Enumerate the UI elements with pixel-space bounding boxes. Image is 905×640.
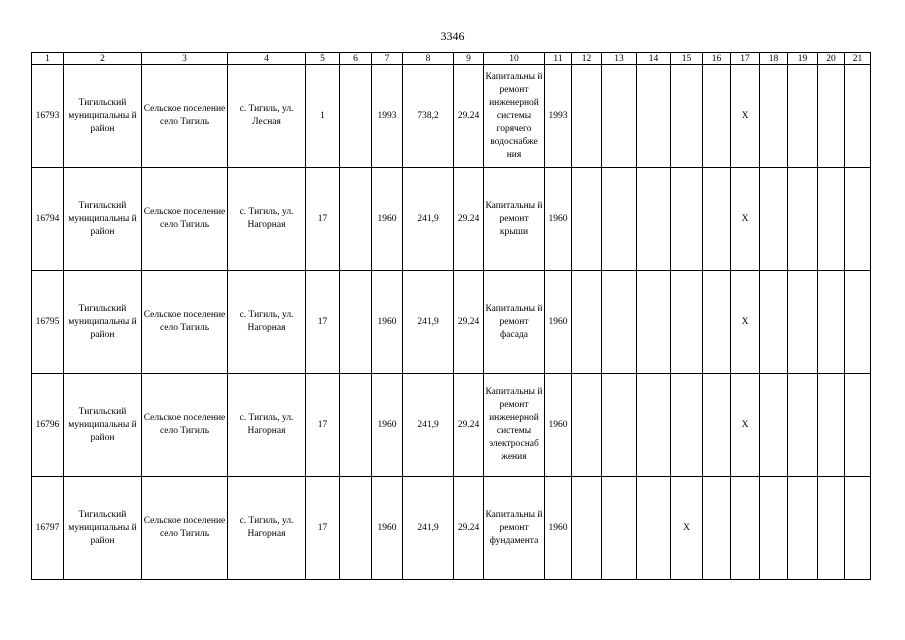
table-cell [760,477,788,580]
table-cell [703,271,731,374]
table-cell: 1993 [372,65,403,168]
table-cell: Капитальны й ремонт фундамента [484,477,545,580]
table-cell [671,168,703,271]
table-cell: Сельское поселение село Тигиль [142,477,228,580]
table-cell: с. Тигиль, ул. Нагорная [228,271,306,374]
column-number-15: 15 [671,53,703,65]
table-row [32,477,871,580]
table-cell: 738,2 [403,65,454,168]
table-cell [845,65,871,168]
table-row [32,65,871,168]
table-cell: 1960 [545,374,572,477]
table-cell [845,168,871,271]
table-cell [602,168,637,271]
table-cell: 1960 [372,168,403,271]
table-cell: 17 [306,168,340,271]
table-cell [671,374,703,477]
table-cell [572,168,602,271]
table-cell [845,271,871,374]
table-cell: 1960 [372,271,403,374]
table-cell: с. Тигиль, ул. Нагорная [228,374,306,477]
table-cell [760,374,788,477]
table-cell: Сельское поселение село Тигиль [142,65,228,168]
table-cell: 1960 [545,477,572,580]
table-row [32,168,871,271]
table-cell: 29.24 [454,271,484,374]
column-number-2: 2 [64,53,142,65]
table-cell [818,477,845,580]
table-cell: 16796 [32,374,64,477]
table-cell [703,65,731,168]
column-number-10: 10 [484,53,545,65]
table-cell: 241,9 [403,374,454,477]
table-cell: 16794 [32,168,64,271]
table-cell: с. Тигиль, ул. Нагорная [228,168,306,271]
column-number-6: 6 [340,53,372,65]
table-cell [760,168,788,271]
table-cell [788,477,818,580]
page-number: 3346 [440,29,465,43]
table-cell: 29.24 [454,168,484,271]
column-number-20: 20 [818,53,845,65]
table-cell [818,168,845,271]
table-cell [760,271,788,374]
column-number-18: 18 [760,53,788,65]
table-cell [703,374,731,477]
table-cell: Тигильский муниципальны й район [64,168,142,271]
table-cell: 16793 [32,65,64,168]
column-number-4: 4 [228,53,306,65]
table-cell [602,65,637,168]
table-cell [340,65,372,168]
table-cell [818,374,845,477]
column-number-13: 13 [602,53,637,65]
table-cell: 1960 [545,168,572,271]
table-cell [602,374,637,477]
column-number-17: 17 [731,53,760,65]
table-cell: Тигильский муниципальны й район [64,271,142,374]
table-cell: 1960 [545,271,572,374]
table-cell: Сельское поселение село Тигиль [142,271,228,374]
column-number-8: 8 [403,53,454,65]
table-cell [637,477,671,580]
table-cell [340,271,372,374]
column-number-14: 14 [637,53,671,65]
column-number-16: 16 [703,53,731,65]
column-number-1: 1 [32,53,64,65]
table-cell [703,168,731,271]
table-cell [340,168,372,271]
table-cell: 17 [306,374,340,477]
table-cell: 1960 [372,477,403,580]
table-cell [572,271,602,374]
table-cell: Сельское поселение село Тигиль [142,168,228,271]
column-number-11: 11 [545,53,572,65]
table-cell: X [731,65,760,168]
column-number-21: 21 [845,53,871,65]
column-number-7: 7 [372,53,403,65]
table-body [32,53,871,580]
table-cell [572,477,602,580]
capital-repair-table [31,52,871,580]
table-cell [637,65,671,168]
table-cell: Тигильский муниципальны й район [64,477,142,580]
table-cell: 241,9 [403,168,454,271]
table-cell [340,374,372,477]
table-cell [788,271,818,374]
table-cell: Капитальны й ремонт инженерной системы электроснаб жения [484,374,545,477]
table-cell: 29.24 [454,374,484,477]
table-cell [572,374,602,477]
table-cell: 1 [306,65,340,168]
table-cell [788,168,818,271]
column-number-9: 9 [454,53,484,65]
table-cell: Капитальны й ремонт инженерной системы горячего водоснабже ния [484,65,545,168]
table-cell: Тигильский муниципальны й район [64,374,142,477]
table-cell: Тигильский муниципальны й район [64,65,142,168]
table-cell: 17 [306,477,340,580]
table-cell: 1993 [545,65,572,168]
header-row [32,53,871,65]
table-cell [602,477,637,580]
table-cell: 17 [306,271,340,374]
table-cell: 29.24 [454,477,484,580]
table-cell: 29.24 [454,65,484,168]
table-cell [845,374,871,477]
column-number-12: 12 [572,53,602,65]
table-cell: X [731,168,760,271]
table-cell: с. Тигиль, ул. Лесная [228,65,306,168]
table-cell: X [731,374,760,477]
table-cell: Капитальны й ремонт фасада [484,271,545,374]
column-number-3: 3 [142,53,228,65]
table-cell [671,65,703,168]
table-cell [671,271,703,374]
table-cell: X [731,271,760,374]
column-number-5: 5 [306,53,340,65]
table-row [32,271,871,374]
table-cell: Сельское поселение село Тигиль [142,374,228,477]
table-cell [703,477,731,580]
table-cell: 16797 [32,477,64,580]
table-cell: с. Тигиль, ул. Нагорная [228,477,306,580]
table-cell [788,374,818,477]
table-cell [340,477,372,580]
table-cell: 1960 [372,374,403,477]
table-cell: 241,9 [403,271,454,374]
table-cell: Капитальны й ремонт крыши [484,168,545,271]
table-cell [731,477,760,580]
table-cell [572,65,602,168]
table-cell: X [671,477,703,580]
table-cell [602,271,637,374]
table-cell [818,65,845,168]
table-cell: 16795 [32,271,64,374]
table-cell: 241,9 [403,477,454,580]
table-cell [845,477,871,580]
column-number-19: 19 [788,53,818,65]
table-cell [760,65,788,168]
table-row [32,374,871,477]
table-cell [637,374,671,477]
table-cell [637,271,671,374]
table-cell [788,65,818,168]
table-cell [818,271,845,374]
table-cell [637,168,671,271]
